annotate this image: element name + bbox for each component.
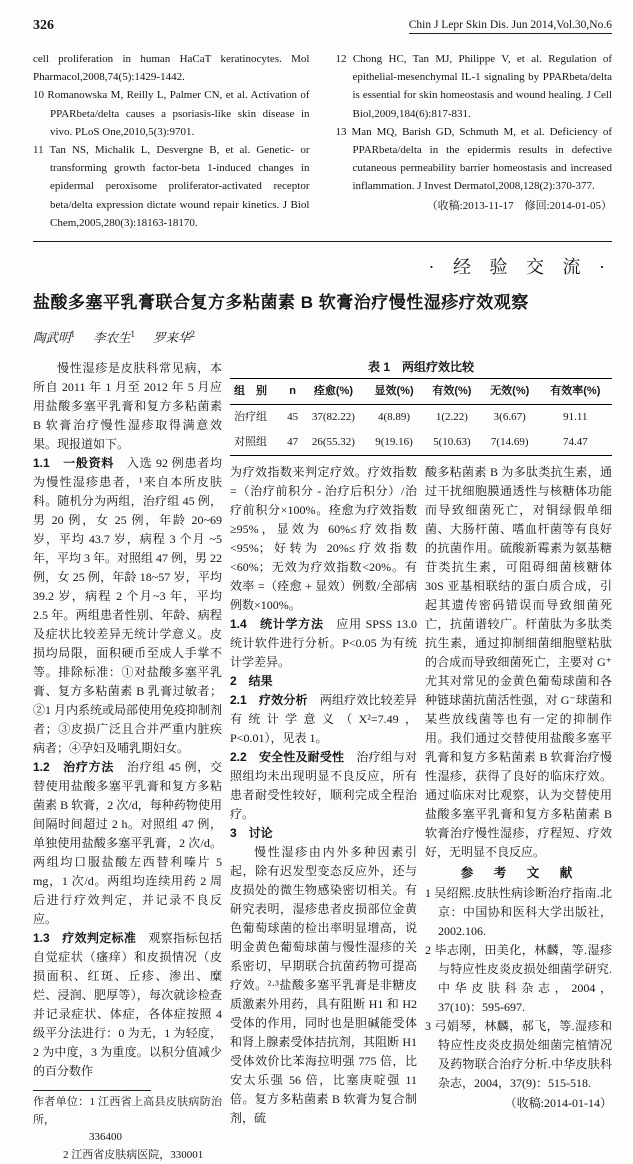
receipt-date-top: （收稿:2013-11-17 修回:2014-01-05）: [426, 199, 612, 212]
reference-item: 3 弓娟琴，林麟，郝飞，等.湿疹和特应性皮炎皮损处细菌完植情况及药物联合治疗分析.中华皮肤科杂志，2004，37(9)：515-518.: [425, 1019, 612, 1091]
table1-cell: 5(10.63): [433, 436, 471, 449]
table1-cell: 1(2.22): [435, 411, 468, 424]
paragraph: 2.2 安全性及耐受性 治疗组与对照组均未出现明显不良反应，所有患者耐受性较好，顺利完成全程治疗。: [230, 750, 417, 822]
table1-header-cell: 显效(%): [365, 379, 423, 405]
section-divider: [33, 241, 612, 242]
journal-title: Chin J Lepr Skin Dis. Jun 2014,Vol.30,No.6: [409, 19, 612, 34]
table1-cell: 对照组: [234, 436, 267, 449]
table1-header-cell: 痊愈(%): [302, 379, 365, 405]
column1-paragraphs: [33, 359, 222, 1081]
paragraph: 1.2 治疗方法 治疗组 45 例，交替使用盐酸多塞平乳膏和复方多粘菌素 B 软膏，2 次/d，每种药物使用间隔时间超过 2 h。对照组 47 例，单独使用盐酸多塞平乳膏，2 次/d。两组均口服盐酸左西替利嗪片 5 mg，1 次/d。两组均连续用药 2 周后进行疗效判定，并记录不良反应。: [33, 760, 222, 927]
receipt-date-bottom: （收稿:2014-01-14）: [504, 1096, 612, 1111]
body-column-2: [230, 463, 417, 1128]
paragraph: 1.4 统计学方法 应用 SPSS 13.0 统计软件进行分析。P<0.05 为有统计学差异。: [230, 617, 418, 670]
paragraph: 慢性湿疹由内外多种因素引起，除有迟发型变态反应外，还与皮损处的微生物感染密切相关。有研究表明，湿疹患者皮损部位金黄色葡萄球菌的检出率明显增高，说明金黄色葡萄球菌与慢性湿疹的关系密切，早期联合抗菌药物可提高疗效。²·³盐酸多塞平乳膏是非糖皮质激素外用药，具有阻断 H1 和 H2 受体的作用，同时也是胆碱能受体和肾上腺素受体拮抗剂，其阻断 H1 受体效价比苯海拉明强 775 倍，比安太乐强 56 倍，比塞庚啶强 11 倍。复方多粘菌素 B 软膏为复合制剂，硫: [230, 845, 417, 1126]
paragraph: 慢性湿疹是皮肤科常见病，本所自 2011 年 1 月至 2012 年 5 月应用盐酸多塞平乳膏和复方多粘菌素 B 软膏治疗慢性湿疹取得满意效果。现报道如下。: [33, 361, 222, 452]
author-name: 陶武明$^1$: [33, 328, 76, 346]
body-column-3: [425, 463, 612, 1128]
page-number: 326: [33, 18, 54, 33]
footnote-line: 336400: [89, 1131, 122, 1144]
table1: [230, 378, 612, 456]
table1-header-cell: 组 别: [230, 379, 283, 405]
table1-caption: 表 1 两组疗效比较: [367, 360, 474, 375]
author-affiliation-footnote: [33, 1094, 222, 1164]
table1-cell: 4(8.89): [378, 411, 411, 424]
section-heading: 2.1 疗效分析: [230, 693, 308, 708]
bottom-references-list: [425, 884, 612, 1093]
table1-cell: 7(14.69): [490, 436, 529, 449]
column-section-label: · 经 验 交 流 ·: [428, 257, 612, 278]
table1-head: [230, 379, 612, 405]
footnote-line: 作者单位：1 江西省上高县皮肤病防治所，: [33, 1096, 222, 1126]
table1-cell: 治疗组: [234, 411, 267, 424]
paragraph: 酸多粘菌素 B 为多肽类抗生素，通过干扰细胞膜通透性与核糖体功能而导致细菌死亡，对铜绿假单细菌、大肠杆菌、嗜血杆菌等有良好的抗菌作用。硫酸新霉素为氨基糖苷类抗生素，可阻碍细菌核糖体 30S 亚基相联结的蛋白质合成，引起其遗传密码错误而导致细菌死亡，抗菌谱较广。杆菌肽为多肽类抗生素，通过抑制细菌细胞壁粘肽的合成而导致细菌死亡，主要对 G⁺尤其对常见的金黄色葡萄球菌和各种链球菌抗菌活性强，对 G⁻球菌和某些放线菌等也有一定的抑制作用。我们通过交替使用盐酸多塞平乳膏和复方多粘菌素 B 软膏治疗慢性湿疹，获得了良好的临床疗效。通过临床对比观察，认为交替使用盐酸多塞平乳膏和复方多粘菌素 B 软膏治疗慢性湿疹，疗程短、疗效好，无明显不良反应。: [425, 465, 612, 860]
top-references: [33, 50, 612, 232]
footnote-line: 2 江西省皮肤病医院，330001: [63, 1148, 204, 1161]
paragraph: [230, 824, 417, 843]
article-title: 盐酸多塞平乳膏联合复方多粘菌素 B 软膏治疗慢性湿疹疗效观察: [33, 293, 529, 313]
table1-row: [230, 430, 612, 456]
section-heading: 3 讨论: [230, 826, 273, 841]
reference-item: 1 吴绍熙.皮肤性病诊断治疗指南.北京：中国协和医科大学出版社，2002.106.: [425, 886, 612, 939]
section-heading: 1.1 一般资料: [33, 456, 115, 471]
body-column-1: [33, 359, 222, 1164]
table1-cell: 45: [287, 411, 299, 424]
reference-item: 11 Tan NS, Michalik L, Desvergne B, et al. Genetic- or transforming growth factor-beta 1-induced changes in epidermal peroxisome proliferator-activated receptor beta/delta expression dictate wound repair kinetics. J Biol Chem,2005,280(3):18163-18170.: [33, 144, 310, 229]
article-body: [33, 359, 612, 1164]
body-right-area: [230, 359, 612, 1164]
table1-cell: 37(82.22): [311, 411, 355, 424]
reference-item: cell proliferation in human HaCaT keratinocytes. Mol Pharmacol,2008,74(5):1429-1442.: [33, 53, 310, 84]
table1-body: [230, 405, 612, 456]
paragraph: 1.1 一般资料 入选 92 例患者均为慢性湿疹患者，¹来自本所皮肤科。随机分为两组，治疗组 45 例，男 20 例，女 25 例，年龄 20~69 岁，平均 43.7 岁，病程 3 个月 ~5 年，平均 3 年。对照组 47 例，男 22 例，女 25 例，年龄 18~57 岁，平均 39.2 岁，病程 2 个月~3 年，平均 2.5 年。两组患者性别、年龄、病程及症状比较差异无统计学意义。皮损均局限，面积硬币至成人手掌不等。排除标准：①对盐酸多塞平乳膏、复方多粘菌素 B 乳膏过敏者；②1 月内系统或局部使用免疫抑制剂者；③皮损广泛且合并严重内脏疾病者；④孕妇及哺乳期妇女。: [33, 456, 223, 756]
reference-item: 12 Chong HC, Tan MJ, Philippe V, et al. Regulation of epithelial-mesenchymal IL-1 signaling by PPARbeta/delta is essential for skin homeostasis and wound healing. J Cell Biol,2009,184(6):817-831.: [335, 53, 612, 120]
paragraph: 为疗效指数来判定疗效。疗效指数 =（治疗前积分 - 治疗后积分）/治疗前积分×100%。痊愈为疗效指数≥95%，显效为 60%≤疗效指数<95%；好转为 20%≤疗效指数<60%；无效为疗效指数<20%。有效率 =（痊愈 + 显效）例数/全部病例数×100%。: [230, 465, 417, 613]
page-header: [33, 18, 612, 34]
table1-cell: 26(55.32): [311, 436, 355, 449]
column3-paragraphs: [425, 463, 612, 862]
top-references-left: [33, 50, 310, 232]
table1-header-cell: 有效(%): [423, 379, 481, 405]
reference-item: 13 Man MQ, Barish GD, Schmuth M, et al. Deficiency of PPARbeta/delta in the epidermis results in defective cutaneous permeability barrier homeostasis and increased inflammation. J Invest Dermatol,2008,128(2):370-377.: [335, 125, 612, 193]
body-columns-2-3: [230, 463, 612, 1128]
footnote-divider: [33, 1090, 151, 1091]
table1-row: [230, 405, 612, 431]
paragraph: [230, 672, 417, 691]
section-heading: 1.4 统计学方法: [230, 617, 324, 632]
table1-header-cell: n: [283, 379, 301, 405]
section-heading: 2 结果: [230, 674, 273, 689]
reference-item: 10 Romanowska M, Reilly L, Palmer CN, et al. Activation of PPARbeta/delta causes a psoriasis-like skin disease in vivo. PLoS One,2010,5(3):9701.: [33, 89, 310, 138]
reference-item: 2 毕志刚，田美化，林麟，等.湿疹与特应性皮炎皮损处细菌学研究.中华皮肤科杂志，2004，37(10)：595-697.: [425, 943, 612, 1015]
table1-cell: 74.47: [562, 436, 588, 449]
author-line: [33, 328, 612, 346]
section-heading: 1.2 治疗方法: [33, 760, 115, 775]
section-heading: 1.3 疗效判定标准: [33, 931, 137, 946]
table1-cell: 91.11: [563, 411, 588, 424]
table1-cell: 9(19.16): [375, 436, 413, 449]
author-name: 李农生$^1$: [93, 328, 136, 346]
paragraph: 2.1 疗效分析 两组疗效比较差异有统计学意义（X²=7.49，P<0.01），见表 1。: [230, 693, 417, 746]
table1-header-row: [230, 379, 612, 405]
table1-cell: 3(6.67): [493, 411, 526, 424]
table1-header-cell: 无效(%): [481, 379, 539, 405]
section-heading: 2.2 安全性及耐受性: [230, 750, 345, 765]
references-heading: 参 考 文 献: [460, 866, 577, 881]
top-references-right: [336, 50, 613, 232]
table1-header-cell: 有效率(%): [539, 379, 612, 405]
paragraph: 1.3 疗效判定标准 观察指标包括自觉症状（瘙痒）和皮损情况（皮损面积、红斑、丘疹、渗出、糜烂、浸润、肥厚等），每次就诊检查并记录症状、体症，各体症按照 4 级平分法进行：0 为无，1 为轻度，2 为中度，3 为重度。以积分值减少的百分数作: [33, 931, 222, 1079]
author-name: 罗来华$^2$: [153, 328, 196, 346]
table1-cell: 47: [287, 436, 299, 449]
